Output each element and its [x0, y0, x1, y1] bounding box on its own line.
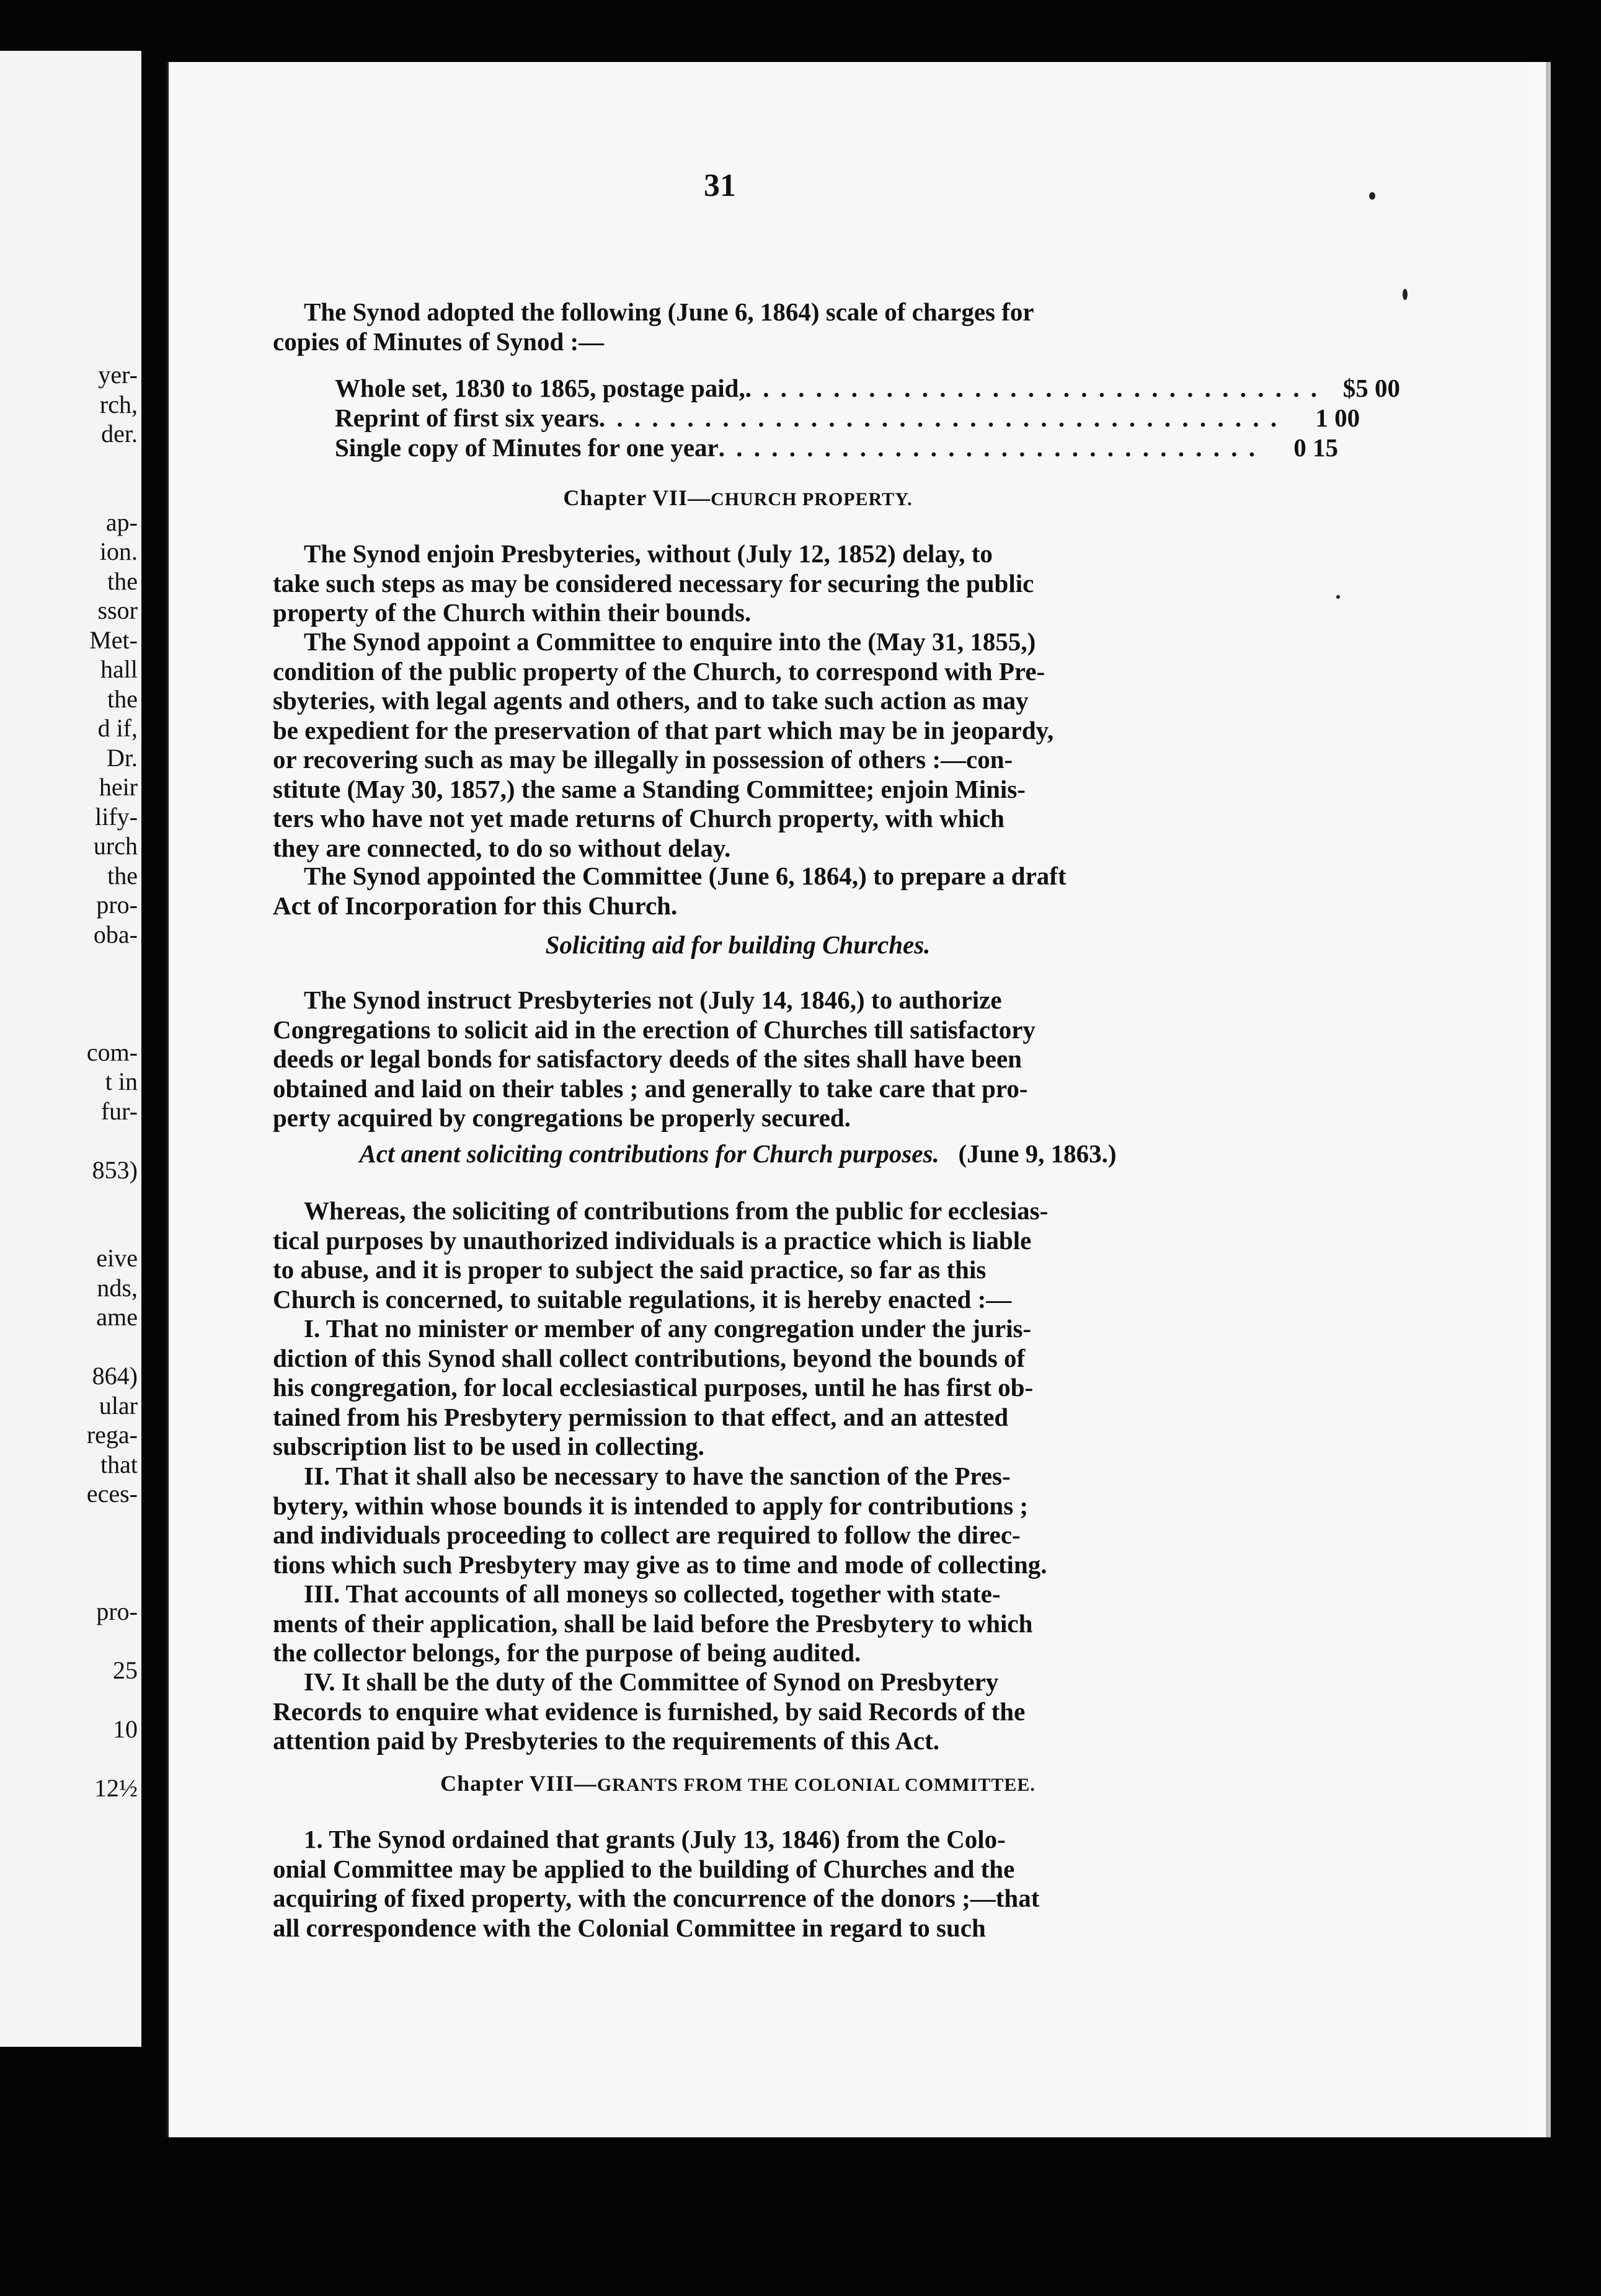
text-line: tical purposes by unauthorized individuals is a practice which is liable	[273, 1225, 1032, 1255]
facing-page-fragment: nds,	[97, 1273, 138, 1302]
text-line: The Synod appoint a Committee to enquire into the (May 31, 1855,)	[304, 627, 1036, 656]
text-line: they are connected, to do so without delay.	[273, 833, 731, 862]
text-line: and individuals proceeding to collect are required to follow the direc-	[273, 1521, 1021, 1549]
facing-page-fragment: pro-	[96, 891, 138, 919]
chapter-8-heading-title: GRANTS FROM THE COLONIAL COMMITTEE.	[596, 1775, 1036, 1795]
text-line: tained from his Presbytery permission to that effect, and an attested	[273, 1402, 1009, 1431]
scan-speck	[1403, 289, 1408, 300]
facing-page-fragment: 12½	[94, 1774, 138, 1802]
text-line: Whereas, the soliciting of contributions from the public for ecclesias-	[304, 1196, 1049, 1225]
text-line: ters who have not yet made returns of Church property, with which	[273, 804, 1005, 832]
intro-line: The Synod adopted the following (June 6, 1864) scale of charges for	[304, 298, 1034, 326]
facing-page-fragment: ssor	[97, 596, 138, 624]
text-line: sbyteries, with legal agents and others, and to take such action as may	[273, 686, 1029, 715]
text-line: take such steps as may be considered necessary for securing the public	[273, 568, 1034, 598]
facing-page-fragment: heir	[99, 773, 138, 801]
act-preamble	[273, 1196, 1203, 1314]
text-line: obtained and laid on their tables ; and generally to take care that pro-	[273, 1074, 1028, 1103]
act-heading	[273, 1139, 1203, 1169]
text-line: ments of their application, shall be laid before the Presbytery to which	[273, 1609, 1033, 1638]
price-label: Single copy of Minutes for one year	[335, 433, 719, 462]
facing-page-fragment: 25	[113, 1656, 138, 1684]
text-line: III. That accounts of all moneys so collected, together with state-	[304, 1579, 1001, 1608]
text-line: all correspondence with the Colonial Committee in regard to such	[273, 1913, 986, 1942]
text-line: onial Committee may be applied to the building of Churches and the	[273, 1854, 1015, 1883]
chapter-7-para-1	[273, 539, 1203, 628]
act-clause-1	[273, 1314, 1203, 1462]
text-line: Records to enquire what evidence is furnished, by said Records of the	[273, 1697, 1026, 1726]
text-line: The Synod appointed the Committee (June 6, 1864,) to prepare a draft	[304, 862, 1067, 890]
facing-page-fragment: 853)	[92, 1155, 138, 1184]
page-edge	[1546, 62, 1551, 2137]
text-line: The Synod instruct Presbyteries not (July 14, 1846,) to authorize	[304, 986, 1002, 1014]
chapter-7-heading-title: CHURCH PROPERTY.	[711, 489, 913, 510]
text-line: condition of the public property of the Church, to correspond with Pre-	[273, 656, 1045, 686]
facing-page-fragment: yer-	[98, 361, 138, 389]
soliciting-paragraph	[273, 986, 1203, 1133]
price-label: Reprint of first six years	[335, 404, 599, 432]
text-line: II. That it shall also be necessary to have the sanction of the Pres-	[304, 1462, 1011, 1490]
facing-page-fragment: com-	[86, 1038, 138, 1066]
facing-page-fragment: eces-	[86, 1480, 138, 1508]
facing-page-fragment: the	[107, 684, 138, 713]
facing-page-fragment: ame	[96, 1303, 138, 1331]
facing-page-fragment: the	[107, 567, 138, 595]
facing-page-fragment: d if,	[97, 714, 138, 742]
intro-paragraph	[273, 298, 1203, 356]
facing-page-fragment: hall	[100, 655, 138, 683]
price-row-reprint: Reprint of first six years . . . . . . . . . . . . . . . . . . . . . . . . . . . . . . . . . . . . . . . 1 00	[335, 404, 1360, 432]
facing-page-fragment: Met-	[89, 625, 138, 654]
chapter-8-heading	[273, 1770, 1203, 1796]
facing-page-fragment: ap-	[105, 508, 138, 536]
text-line: to abuse, and it is proper to subject the said practice, so far as this	[273, 1255, 987, 1284]
facing-page-fragment: ion.	[99, 537, 138, 565]
text-line: The Synod enjoin Presbyteries, without (July 12, 1852) delay, to	[304, 539, 993, 568]
facing-page-fragment: the	[107, 861, 138, 890]
scan-speck	[1336, 595, 1340, 599]
act-heading-title: Act anent soliciting contributions for Church purposes.	[359, 1139, 939, 1168]
chapter-7-para-2	[273, 627, 1203, 863]
chapter-8-heading-prefix: Chapter VIII—	[440, 1771, 597, 1796]
act-clause-2	[273, 1462, 1203, 1579]
intro-line: copies of Minutes of Synod :—	[273, 327, 605, 356]
text-line: tions which such Presbytery may give as to time and mode of collecting.	[273, 1550, 1047, 1579]
text-line: the collector belongs, for the purpose of being audited.	[273, 1638, 861, 1667]
facing-page-fragment: that	[100, 1450, 138, 1478]
facing-page-fragment: 10	[113, 1715, 138, 1743]
facing-page-fragment: ular	[99, 1391, 138, 1420]
facing-page-fragment: fur-	[100, 1097, 138, 1125]
soliciting-heading: Soliciting aid for building Churches.	[545, 930, 931, 959]
price-amount: 1 00	[1315, 404, 1360, 432]
text-line: Act of Incorporation for this Church.	[273, 891, 678, 920]
chapter-7-para-3	[273, 862, 1203, 921]
facing-page-fragment: pro-	[96, 1597, 138, 1625]
facing-page-fragment: rch,	[99, 390, 138, 418]
facing-page-fragment: Dr.	[107, 743, 138, 772]
text-line: diction of this Synod shall collect contributions, beyond the bounds of	[273, 1343, 1026, 1372]
act-clause-3	[273, 1579, 1203, 1668]
text-line: Congregations to solicit aid in the erection of Churches till satisfactory	[273, 1015, 1036, 1044]
facing-page-fragment: der.	[101, 420, 138, 448]
price-amount: $5 00	[1342, 374, 1400, 402]
text-line: bytery, within whose bounds it is intended to apply for contributions ;	[273, 1491, 1029, 1520]
text-line: attention paid by Presbyteries to the requirements of this Act.	[273, 1726, 940, 1755]
facing-page-fragment: t in	[105, 1067, 138, 1095]
facing-page-strip	[0, 51, 141, 2047]
text-line: I. That no minister or member of any congregation under the juris-	[304, 1314, 1032, 1343]
chapter-8-para	[273, 1825, 1203, 1943]
price-amount: 0 15	[1293, 433, 1338, 462]
scan-speck	[1369, 192, 1375, 200]
text-line: or recovering such as may be illegally in possession of others :—con-	[273, 745, 1013, 774]
chapter-7-heading	[273, 485, 1203, 511]
facing-page-fragment: eive	[96, 1244, 138, 1272]
act-clause-4	[273, 1667, 1203, 1756]
act-heading-date: (June 9, 1863.)	[958, 1139, 1117, 1168]
text-line: deeds or legal bonds for satisfactory deeds of the sites shall have been	[273, 1044, 1022, 1073]
chapter-7-heading-prefix: Chapter VII—	[563, 485, 711, 510]
page-number: 31	[704, 168, 736, 203]
text-line: 1. The Synod ordained that grants (July 13, 1846) from the Colo-	[304, 1825, 1006, 1853]
text-line: stitute (May 30, 1857,) the same a Standing Committee; enjoin Minis-	[273, 774, 1026, 803]
text-line: IV. It shall be the duty of the Committee of Synod on Presbytery	[304, 1667, 999, 1696]
text-line: be expedient for the preservation of that part which may be in jeopardy,	[273, 715, 1054, 744]
text-line: property of the Church within their bounds.	[273, 598, 752, 627]
text-line: acquiring of fixed property, with the concurrence of the donors ;—that	[273, 1884, 1040, 1912]
price-row-whole-set: Whole set, 1830 to 1865, postage paid, . . . . . . . . . . . . . . . . . . . . . . . . . . . . . . . . . $5 00	[335, 374, 1400, 402]
price-label: Whole set, 1830 to 1865, postage paid,	[335, 374, 745, 402]
text-line: his congregation, for local ecclesiastical purposes, until he has first ob-	[273, 1373, 1034, 1402]
price-row-single-copy: Single copy of Minutes for one year . . . . . . . . . . . . . . . . . . . . . . . . . . . . . . . 0 15	[335, 433, 1338, 462]
facing-page-fragment: rega-	[86, 1421, 138, 1449]
text-line: Church is concerned, to suitable regulations, it is hereby enacted :—	[273, 1284, 1012, 1314]
facing-page-fragment: 864)	[92, 1362, 138, 1390]
facing-page-fragment: oba-	[93, 920, 138, 948]
facing-page-fragment: urch	[93, 832, 138, 860]
text-line: perty acquired by congregations be properly secured.	[273, 1103, 851, 1132]
text-line: subscription list to be used in collecting.	[273, 1432, 704, 1460]
facing-page-fragment: lify-	[95, 802, 138, 831]
